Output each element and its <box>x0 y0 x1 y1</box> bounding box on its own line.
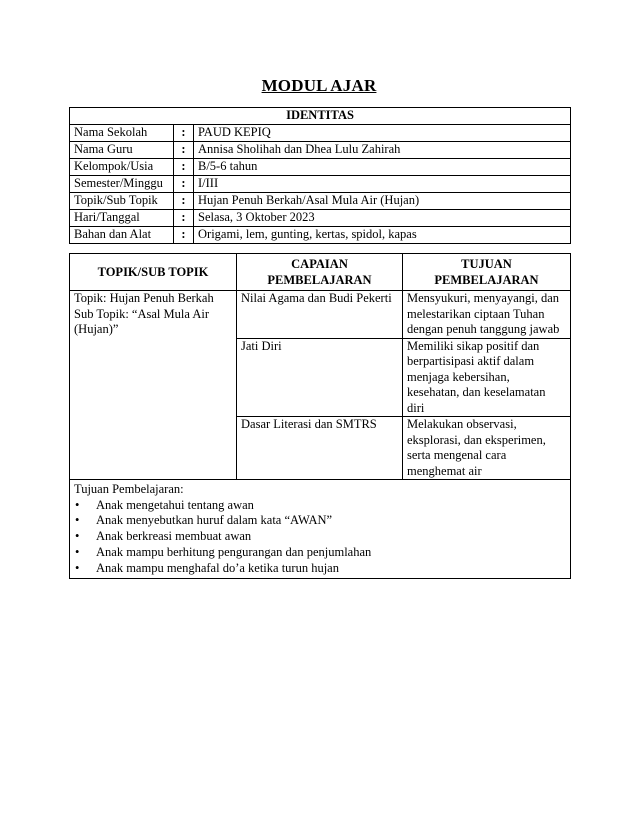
identitas-colon: : <box>174 176 194 193</box>
identitas-colon: : <box>174 210 194 227</box>
capaian-cell: Nilai Agama dan Budi Pekerti <box>237 291 403 339</box>
header-topik: TOPIK/SUB TOPIK <box>70 254 237 291</box>
goals-title: Tujuan Pembelajaran: <box>74 482 184 496</box>
goal-item: • Anak mampu berhitung pengurangan dan penjumlahan <box>75 544 372 559</box>
bullet-icon: • <box>75 544 80 559</box>
identitas-value: B/5-6 tahun <box>194 159 571 176</box>
tujuan-pembelajaran-row <box>70 480 571 579</box>
identitas-row-nama-sekolah <box>70 125 571 142</box>
identitas-row-semester-minggu <box>70 176 571 193</box>
identitas-label: Kelompok/Usia <box>70 159 174 176</box>
header-tujuan: TUJUAN PEMBELAJARAN <box>403 254 571 291</box>
goal-item: • Anak menyebutkan huruf dalam kata “AWAN” <box>75 513 333 528</box>
tujuan-cell: Memiliki sikap positif dan berpartisipasi aktif dalam menjaga kebersihan, kesehatan, dan keselamatan diri <box>403 338 571 417</box>
identitas-row-hari-tanggal <box>70 210 571 227</box>
goals-list <box>74 498 566 577</box>
pembelajaran-row <box>70 291 571 339</box>
identitas-label: Nama Guru <box>70 142 174 159</box>
document-title: MODUL AJAR <box>261 76 377 95</box>
identitas-row-nama-guru <box>70 142 571 159</box>
tujuan-cell: Mensyukuri, menyayangi, dan melestarikan ciptaan Tuhan dengan penuh tanggung jawab <box>403 291 571 339</box>
identitas-colon: : <box>174 227 194 244</box>
identitas-colon: : <box>174 193 194 210</box>
tujuan-cell: Melakukan observasi, eksplorasi, dan eksperimen, serta mengenal cara menghemat air <box>403 417 571 480</box>
identitas-label: Bahan dan Alat <box>70 227 174 244</box>
identitas-row-topik <box>70 193 571 210</box>
identitas-colon: : <box>174 125 194 142</box>
goal-item: • Anak mampu menghafal do’a ketika turun hujan <box>75 560 339 575</box>
identitas-row-bahan-alat <box>70 227 571 244</box>
identitas-value: Origami, lem, gunting, kertas, spidol, kapas <box>194 227 571 244</box>
identitas-value: I/III <box>194 176 571 193</box>
capaian-cell: Jati Diri <box>237 338 403 417</box>
topik-cell: Topik: Hujan Penuh Berkah Sub Topik: “Asal Mula Air (Hujan)” <box>70 291 237 480</box>
bullet-icon: • <box>75 560 80 575</box>
identitas-row-kelompok-usia <box>70 159 571 176</box>
identitas-value: Selasa, 3 Oktober 2023 <box>194 210 571 227</box>
goal-item: • Anak mengetahui tentang awan <box>75 497 254 512</box>
identitas-label: Nama Sekolah <box>70 125 174 142</box>
bullet-icon: • <box>75 513 80 528</box>
identitas-header: IDENTITAS <box>70 108 571 125</box>
identitas-colon: : <box>174 142 194 159</box>
bullet-icon: • <box>75 529 80 544</box>
bullet-icon: • <box>75 497 80 512</box>
identitas-value: Hujan Penuh Berkah/Asal Mula Air (Hujan) <box>194 193 571 210</box>
identitas-header-row <box>70 108 571 125</box>
tujuan-pembelajaran-cell <box>70 480 571 579</box>
pembelajaran-table <box>69 253 571 579</box>
capaian-cell: Dasar Literasi dan SMTRS <box>237 417 403 480</box>
goal-item: • Anak berkreasi membuat awan <box>75 529 252 544</box>
identitas-value: PAUD KEPIQ <box>194 125 571 142</box>
header-capaian: CAPAIAN PEMBELAJARAN <box>237 254 403 291</box>
identitas-value: Annisa Sholihah dan Dhea Lulu Zahirah <box>194 142 571 159</box>
identitas-table <box>69 107 571 244</box>
identitas-colon: : <box>174 159 194 176</box>
identitas-label: Topik/Sub Topik <box>70 193 174 210</box>
identitas-label: Hari/Tanggal <box>70 210 174 227</box>
identitas-label: Semester/Minggu <box>70 176 174 193</box>
pembelajaran-header-row <box>70 254 571 291</box>
